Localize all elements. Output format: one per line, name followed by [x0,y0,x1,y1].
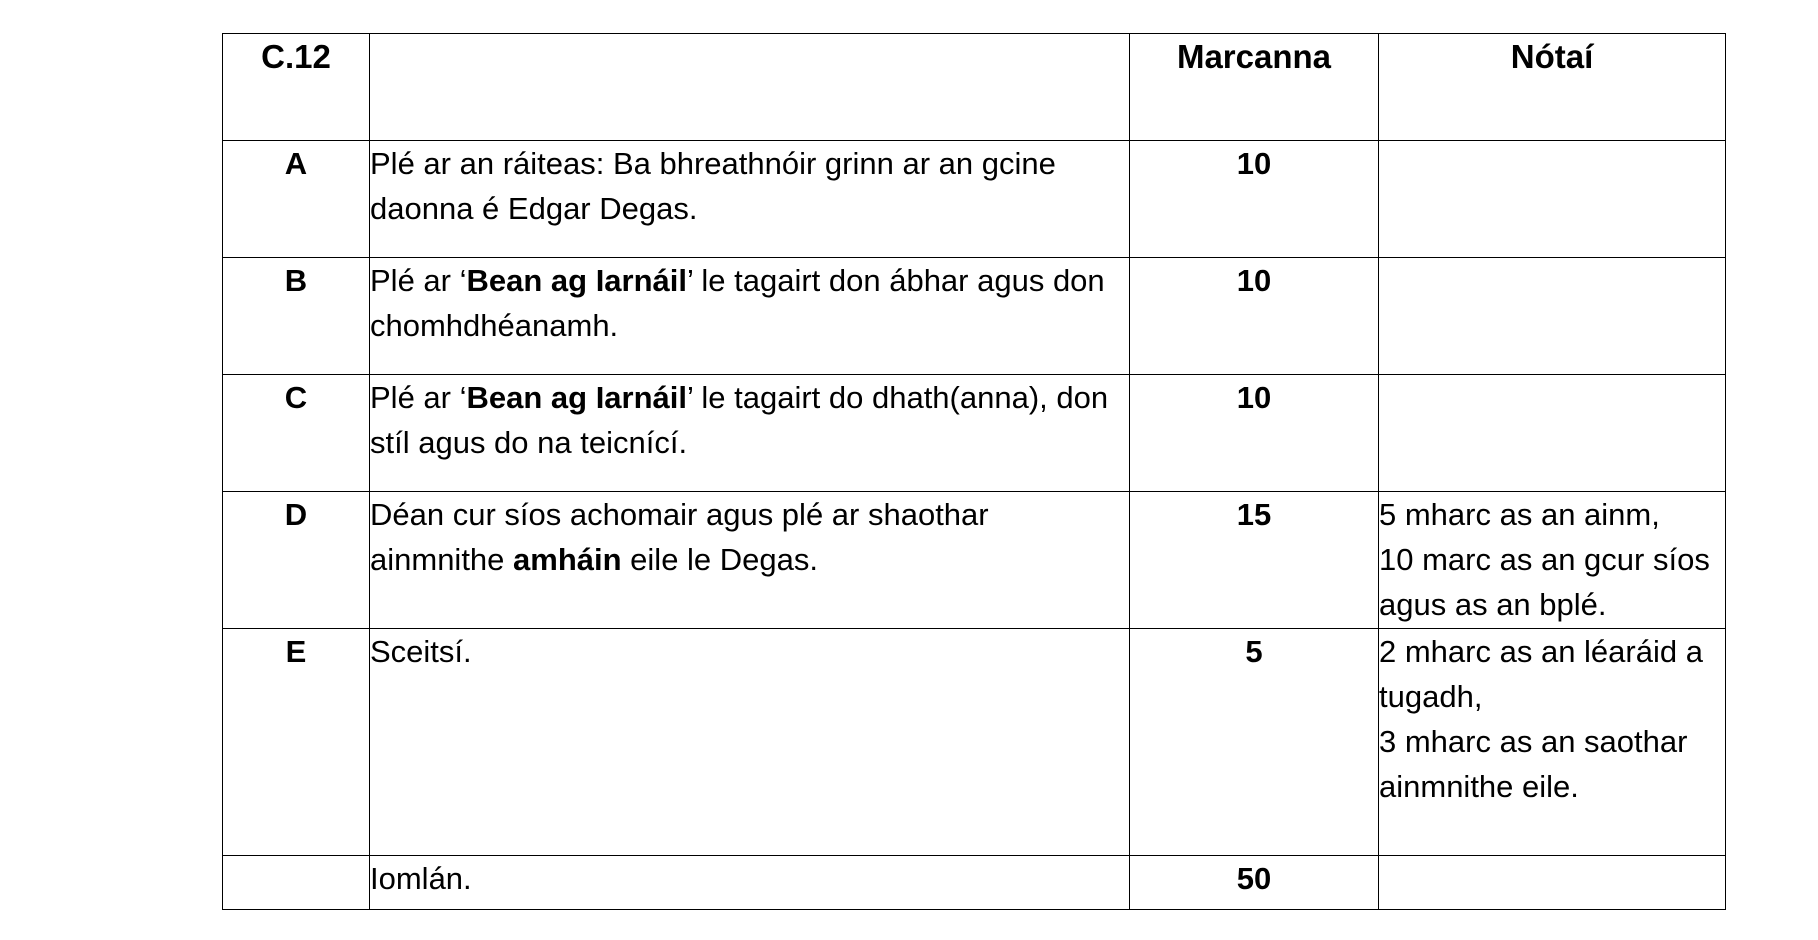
marks-header: Marcanna [1130,34,1379,141]
marking-scheme-table [222,33,1726,910]
row-notes [1379,629,1726,856]
row-notes [1379,141,1726,258]
row-label: B [223,258,370,375]
note-line: 3 mharc as an saothar ainmnithe eile. [1379,724,1688,804]
description-text: ’ le tagairt don ábhar agus don chomhdhéanamh. [370,263,1105,343]
description-text: Plé ar ‘ [370,380,467,415]
row-description [370,258,1130,375]
description-header [370,34,1130,141]
row-description [370,492,1130,629]
row-description [370,629,1130,856]
emphasis-text: amháin [513,542,622,577]
artwork-title: Bean ag Iarnáil [466,380,688,415]
table-row [223,492,1726,629]
row-marks: 10 [1130,258,1379,375]
note-line: 2 mharc as an léaráid a tugadh, [1379,634,1703,714]
row-marks: 10 [1130,375,1379,492]
table-row [223,629,1726,856]
description-text: ’ le tagairt do dhath(anna), don stíl agus do na teicnící. [370,380,1109,460]
row-notes [1379,375,1726,492]
note-line: 5 mharc as an ainm, [1379,497,1660,532]
row-notes [1379,492,1726,629]
row-label [223,856,370,910]
row-label: C [223,375,370,492]
row-label: E [223,629,370,856]
description-text: Sceitsí. [370,634,472,669]
row-marks: 15 [1130,492,1379,629]
table-row [223,141,1726,258]
row-description [370,141,1130,258]
description-text: Déan cur síos achomair agus plé ar shaothar ainmnithe [370,497,989,577]
description-text: Plé ar an ráiteas: Ba bhreathnóir grinn ar an gcine daonna é Edgar Degas. [370,146,1056,226]
table-row [223,258,1726,375]
notes-header: Nótaí [1379,34,1726,141]
description-text: eile le Degas. [621,542,819,577]
total-marks: 50 [1130,856,1379,910]
question-number-header: C.12 [223,34,370,141]
row-marks: 5 [1130,629,1379,856]
row-notes [1379,856,1726,910]
description-text: Plé ar ‘ [370,263,467,298]
row-description [370,375,1130,492]
table-row [223,375,1726,492]
header-row [223,34,1726,141]
row-marks: 10 [1130,141,1379,258]
row-label: D [223,492,370,629]
row-notes [1379,258,1726,375]
artwork-title: Bean ag Iarnáil [466,263,688,298]
description-text: Iomlán. [370,861,472,896]
note-line: 10 marc as an gcur síos agus as an bplé. [1379,542,1710,622]
total-label [370,856,1130,910]
row-label: A [223,141,370,258]
total-row [223,856,1726,910]
